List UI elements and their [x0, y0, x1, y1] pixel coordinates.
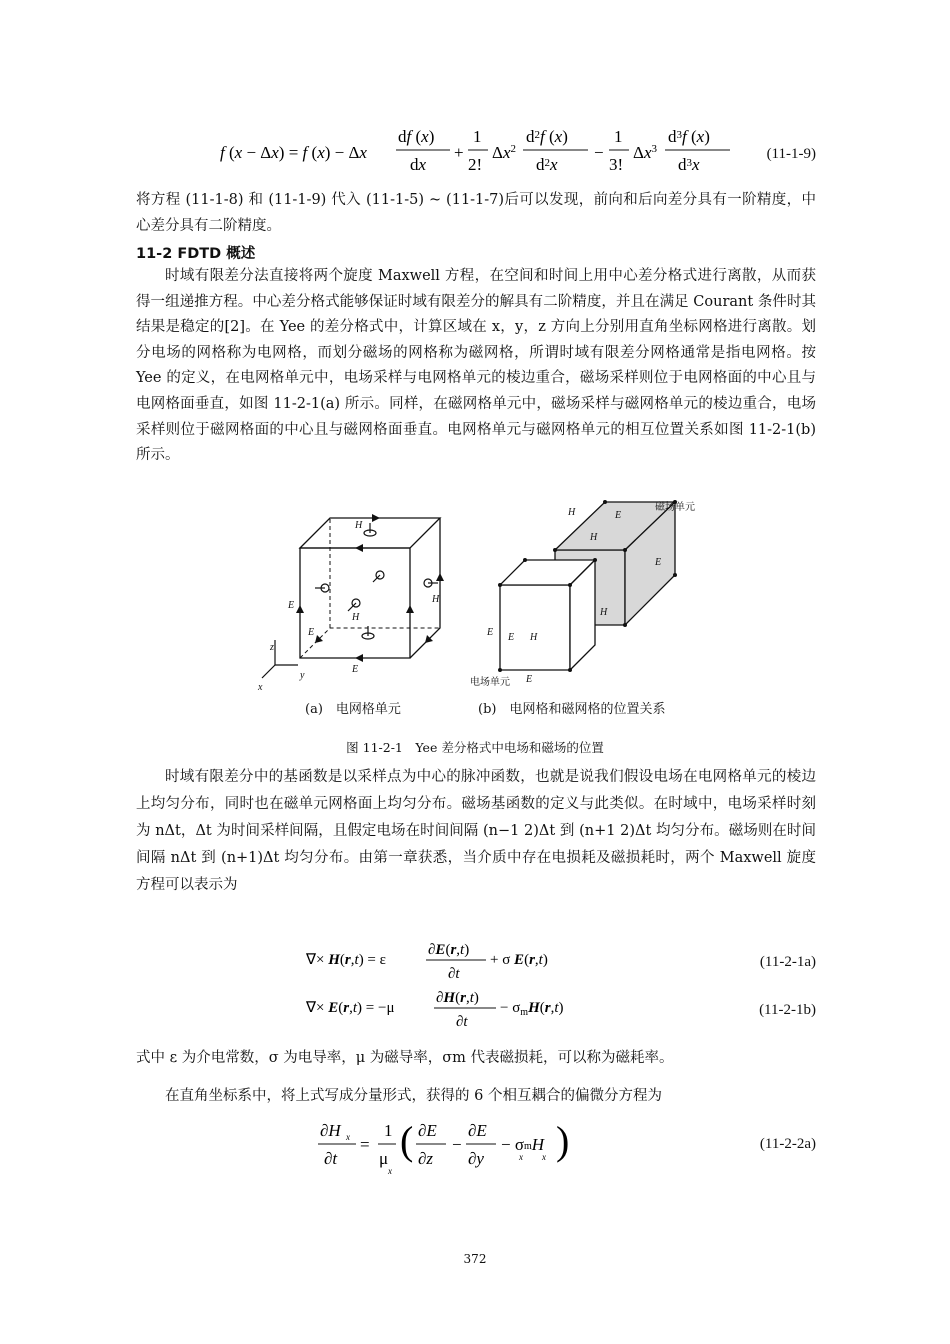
subcaption-a: (a) 电网格单元: [305, 702, 401, 717]
axis-label-z: z: [270, 642, 274, 653]
svg-text:∂E: ∂E: [468, 1121, 487, 1140]
svg-text:μ: μ: [379, 1149, 389, 1168]
figure-caption: 图 11-2-1 Yee 差分格式中电场和磁场的位置: [346, 740, 604, 755]
svg-text:∂E: ∂E: [418, 1121, 437, 1140]
label-H: H: [530, 632, 538, 643]
label-E: E: [288, 600, 295, 611]
svg-text:x: x: [388, 1166, 392, 1176]
svg-text:2!: 2!: [468, 155, 483, 174]
label-H: H: [432, 594, 440, 605]
equation-number: (11-2-2a): [759, 1136, 816, 1152]
magnetic-cell-label: 磁场单元: [655, 502, 695, 513]
equation-11-2-1a-svg: [306, 940, 606, 984]
svg-text:1: 1: [384, 1121, 393, 1140]
svg-text:∂y: ∂y: [468, 1149, 484, 1168]
svg-text:x: x: [542, 1152, 546, 1162]
label-H: H: [355, 520, 363, 531]
label-H: H: [600, 607, 608, 618]
svg-text:=: =: [360, 1135, 370, 1154]
yee-cell-diagram: [250, 490, 710, 690]
equation-11-2-2a: [136, 1116, 816, 1176]
axis-label-y: y: [300, 670, 305, 681]
equation-number: (11-1-9): [766, 146, 816, 162]
magnetic-field-arrows: [315, 523, 438, 639]
svg-text:−: −: [594, 143, 604, 162]
svg-text:+: +: [454, 143, 464, 162]
svg-text:Δx2: $\Delta x^2$: [492, 143, 516, 162]
equation-11-2-2a-svg: [316, 1116, 576, 1176]
paragraph: 在直角坐标系中，将上式写成分量形式，获得的 6 个相互耦合的偏微分方程为: [165, 1088, 662, 1104]
svg-text:+ σ E(r,t): + σ E(r,t): [490, 952, 548, 968]
equation-11-1-9: [136, 120, 816, 180]
svg-text:∇× E(r,t) = −μ: ∇× E(r,t) = −μ: [306, 1000, 395, 1016]
equation-11-2-1b: [136, 988, 816, 1032]
svg-text:x: x: [519, 1152, 523, 1162]
equation-number: (11-2-1b): [759, 1002, 816, 1018]
svg-text:d2f (x): $d^2f$ (x): [526, 127, 568, 146]
label-E: E: [508, 632, 515, 643]
label-H: H: [590, 532, 598, 543]
svg-text:3!: 3!: [609, 155, 624, 174]
svg-text:): ): [556, 1118, 570, 1163]
page-number: 372: [463, 1252, 487, 1266]
svg-text:∇× H(r,t) = ε: ∇× H(r,t) = ε: [306, 952, 386, 968]
svg-text:∂H: ∂H: [320, 1121, 341, 1140]
svg-text:∂z: ∂z: [418, 1149, 434, 1168]
svg-text:1: 1: [614, 127, 623, 146]
label-E: E: [526, 674, 533, 685]
svg-text:1: 1: [473, 127, 482, 146]
paragraph: 式中 ε 为介电常数，σ 为电导率，μ 为磁导率，σm 代表磁损耗，可以称为磁耗率。: [136, 1050, 674, 1066]
label-H: H: [352, 612, 360, 623]
svg-text:dx: dx: [410, 155, 427, 174]
svg-text:Δx3: $\Delta x^3$: [633, 143, 657, 162]
axes: [262, 640, 298, 678]
paragraph: [136, 264, 816, 469]
svg-text:∂H(r,t): ∂H(r,t): [436, 990, 479, 1006]
label-E: E: [308, 627, 315, 638]
label-E: E: [655, 557, 662, 568]
svg-text:∂t: ∂t: [448, 966, 460, 982]
svg-text:d2x: $d^2x$: [536, 155, 558, 174]
figure-11-2-1: [250, 490, 710, 720]
svg-text:∂E(r,t): ∂E(r,t): [428, 942, 470, 958]
label-H: H: [568, 507, 576, 518]
axis-label-x: x: [258, 682, 263, 690]
svg-text:− σmH(r,t): − $\sigma_mH(r,t)$: [500, 1000, 564, 1018]
equation-11-2-1b-svg: [306, 988, 626, 1032]
electric-grid-cell-b: [500, 560, 595, 670]
paragraph-text: 时域有限差分法直接将两个旋度 Maxwell 方程，在空间和时间上用中心差分格式进行离散，从而获得一组递推方程。中心差分格式能够保证时域有限差分的解具有二阶精度，并且在满足 Courant 条件时其结果是稳定的[2]。在 Yee 的差分格式中，计算区域在 x，y，z 方向上分别用直角坐标网格进行离散。划分电场的网格称为电网格，而划分磁场的网格称为磁网格，所谓时域有限差分网格通常是指电网格。按 Yee 的定义，在电网格单元中，电场采样与电网格单元的棱边重合，磁场采样则位于电网格面的中心且与电网格面垂直，如图 11-2-1(a) 所示。同样，在磁网格单元中，磁场采样与磁网格单元的棱边重合，电场采样则位于磁网格面的中心且与磁网格面垂直。电网格单元与磁网格单元的相互位置关系如图 11-2-1(b) 所示。: [136, 268, 816, 464]
section-heading: 11-2 FDTD 概述: [136, 246, 256, 262]
label-E: E: [487, 627, 494, 638]
subcaption-b: (b) 电网格和磁网格的位置关系: [478, 702, 666, 717]
label-E: E: [352, 664, 359, 675]
svg-text:∂t: ∂t: [324, 1149, 338, 1168]
equation-11-2-1a: [136, 940, 816, 984]
svg-text:x: x: [346, 1132, 350, 1142]
svg-text:df (x): df (x): [398, 127, 435, 146]
svg-text:− σmH: − σmH: [501, 1135, 545, 1154]
svg-text:d3f (x): $d^3f$ (x): [668, 127, 710, 146]
equation-11-1-9-svg: [220, 120, 820, 180]
electric-cell-label: 电场单元: [470, 677, 510, 688]
label-E: E: [615, 510, 622, 521]
svg-text:(: (: [400, 1118, 414, 1163]
paragraph: 时域有限差分中的基函数是以采样点为中心的脉冲函数，也就是说我们假设电场在电网格单元的棱边上均匀分布，同时也在磁单元网格面上均匀分布。磁场基函数的定义与此类似。在时域中，电场采样时刻为 nΔt，Δt 为时间采样间隔，且假定电场在时间间隔 (n−1 2)Δt 到 (n+1 2)Δt 均匀分布。磁场则在时间间隔 nΔt 到 (n+1)Δt 均匀分布。由第一章获悉，当介质中存在电损耗及磁损耗时，两个 Maxwell 旋度方程可以表示为: [136, 769, 816, 893]
svg-text:d3x: $d^3x$: [678, 155, 700, 174]
equation-number: (11-2-1a): [759, 954, 816, 970]
svg-text:f (x − Δx) = f (x) − Δx: f (x − Δx) = f (x) − Δx: [220, 143, 367, 162]
paragraph: 将方程 (11-1-8) 和 (11-1-9) 代入 (11-1-5) ~ (11-1-7)后可以发现，前向和后向差分具有一阶精度，中心差分具有二阶精度。: [136, 192, 816, 234]
svg-text:−: −: [452, 1135, 462, 1154]
svg-text:∂t: ∂t: [456, 1014, 468, 1030]
